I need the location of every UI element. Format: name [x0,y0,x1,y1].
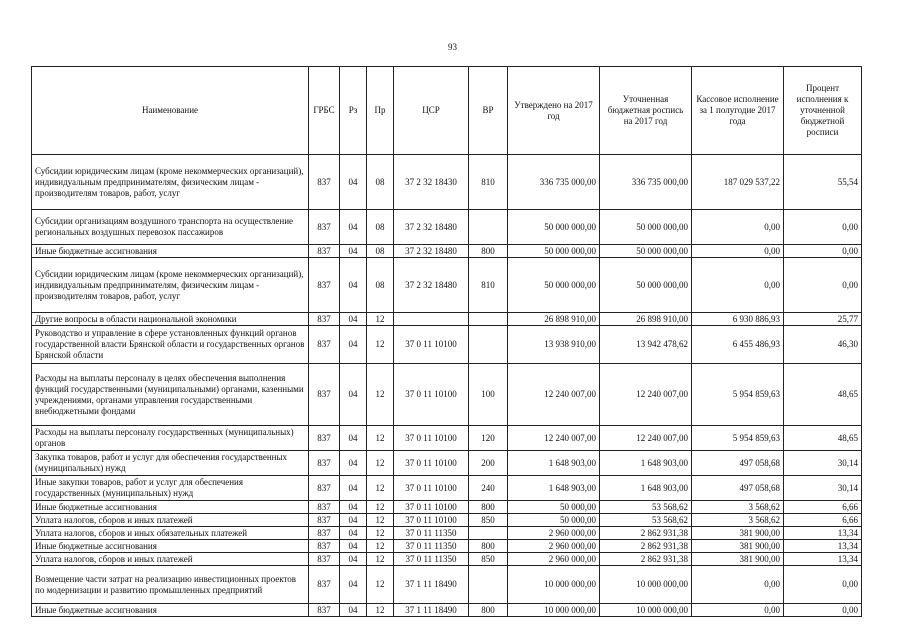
cell-refined: 1 648 903,00 [600,476,692,501]
cell-csr: 37 0 11 10100 [394,426,469,451]
cell-cash: 381 900,00 [692,540,784,553]
cell-refined: 53 568,62 [600,501,692,514]
cell-grbs: 837 [309,514,340,527]
cell-pr: 08 [367,245,394,258]
cell-cash: 187 029 537,22 [692,155,784,210]
cell-grbs: 837 [309,210,340,245]
cell-cash: 0,00 [692,566,784,604]
cell-approved: 12 240 007,00 [508,364,600,426]
cell-rz: 04 [340,566,367,604]
table-row [32,604,862,617]
cell-refined: 2 862 931,38 [600,527,692,540]
cell-name: Другие вопросы в области национальной экономики [32,313,309,326]
cell-csr: 37 0 11 11350 [394,540,469,553]
cell-vr: 200 [469,451,508,476]
cell-approved: 50 000,00 [508,514,600,527]
page-number: 93 [448,42,457,52]
table-row [32,155,862,210]
cell-csr [394,313,469,326]
cell-csr: 37 0 11 10100 [394,364,469,426]
cell-pr: 08 [367,258,394,313]
cell-grbs: 837 [309,326,340,364]
cell-csr: 37 2 32 18480 [394,245,469,258]
cell-percent: 30,14 [784,451,862,476]
cell-approved: 12 240 007,00 [508,426,600,451]
cell-refined: 53 568,62 [600,514,692,527]
cell-name: Субсидии юридическим лицам (кроме некоммерческих организаций), индивидуальным предпринимателям, физическим лицам - производителям товаров, работ, услуг [32,155,309,210]
cell-refined: 10 000 000,00 [600,604,692,617]
cell-pr: 12 [367,514,394,527]
cell-pr: 12 [367,313,394,326]
cell-percent: 30,14 [784,476,862,501]
cell-approved: 10 000 000,00 [508,604,600,617]
cell-refined: 26 898 910,00 [600,313,692,326]
cell-vr: 800 [469,604,508,617]
cell-pr: 12 [367,364,394,426]
cell-name: Уплата налогов, сборов и иных платежей [32,553,309,566]
cell-percent: 55,54 [784,155,862,210]
cell-name: Возмещение части затрат на реализацию инвестиционных проектов по модернизации и развитию промышленных предприятий [32,566,309,604]
cell-rz: 04 [340,258,367,313]
cell-cash: 5 954 859,63 [692,364,784,426]
cell-rz: 04 [340,540,367,553]
cell-vr [469,527,508,540]
table-row [32,527,862,540]
cell-grbs: 837 [309,258,340,313]
cell-approved: 50 000 000,00 [508,245,600,258]
cell-approved: 336 735 000,00 [508,155,600,210]
cell-grbs: 837 [309,476,340,501]
cell-csr: 37 0 11 10100 [394,326,469,364]
cell-name: Руководство и управление в сфере установленных функций органов государственной власти Брянской области и государственных органов Брянской области [32,326,309,364]
budget-execution-table [31,66,862,617]
cell-pr: 12 [367,604,394,617]
cell-refined: 13 942 478,62 [600,326,692,364]
cell-vr: 850 [469,514,508,527]
cell-vr [469,566,508,604]
header-csr: ЦСР [394,67,469,155]
cell-pr: 12 [367,451,394,476]
cell-cash: 6 930 886,93 [692,313,784,326]
cell-cash: 3 568,62 [692,501,784,514]
cell-vr: 850 [469,553,508,566]
cell-refined: 50 000 000,00 [600,258,692,313]
cell-cash: 497 058,68 [692,451,784,476]
cell-vr: 800 [469,245,508,258]
cell-pr: 08 [367,210,394,245]
cell-percent: 0,00 [784,245,862,258]
cell-vr: 800 [469,501,508,514]
cell-cash: 6 455 486,93 [692,326,784,364]
table-row [32,210,862,245]
cell-approved: 1 648 903,00 [508,476,600,501]
header-rz: Рз [340,67,367,155]
cell-cash: 0,00 [692,245,784,258]
header-grbs: ГРБС [309,67,340,155]
cell-percent: 48,65 [784,426,862,451]
cell-grbs: 837 [309,540,340,553]
cell-name: Расходы на выплаты персоналу в целях обеспечения выполнения функций государственными (муниципальными) органами, казенными учреждениями, органами управления государственными внебюджетными фондами [32,364,309,426]
cell-grbs: 837 [309,604,340,617]
table-body [32,155,862,617]
cell-cash: 5 954 859,63 [692,426,784,451]
cell-pr: 12 [367,553,394,566]
cell-name: Иные закупки товаров, работ и услуг для обеспечения государственных (муниципальных) нужд [32,476,309,501]
table-row [32,326,862,364]
cell-approved: 10 000 000,00 [508,566,600,604]
cell-name: Иные бюджетные ассигнования [32,501,309,514]
cell-csr: 37 0 11 11350 [394,527,469,540]
table-row [32,364,862,426]
cell-percent: 13,34 [784,527,862,540]
cell-refined: 12 240 007,00 [600,426,692,451]
cell-rz: 04 [340,514,367,527]
table-row [32,476,862,501]
cell-cash: 3 568,62 [692,514,784,527]
cell-vr [469,313,508,326]
cell-rz: 04 [340,604,367,617]
cell-rz: 04 [340,313,367,326]
table-row [32,553,862,566]
cell-approved: 13 938 910,00 [508,326,600,364]
cell-percent: 0,00 [784,210,862,245]
cell-grbs: 837 [309,527,340,540]
cell-cash: 0,00 [692,210,784,245]
table-row [32,501,862,514]
cell-grbs: 837 [309,553,340,566]
header-vr: ВР [469,67,508,155]
cell-refined: 1 648 903,00 [600,451,692,476]
cell-percent: 0,00 [784,258,862,313]
cell-pr: 12 [367,566,394,604]
cell-pr: 12 [367,540,394,553]
cell-csr: 37 1 11 18490 [394,566,469,604]
cell-csr: 37 2 32 18430 [394,155,469,210]
cell-grbs: 837 [309,245,340,258]
cell-refined: 10 000 000,00 [600,566,692,604]
cell-rz: 04 [340,326,367,364]
cell-cash: 0,00 [692,258,784,313]
cell-csr: 37 1 11 18490 [394,604,469,617]
cell-pr: 08 [367,155,394,210]
cell-csr: 37 2 32 18480 [394,258,469,313]
cell-vr: 100 [469,364,508,426]
cell-pr: 12 [367,501,394,514]
cell-cash: 381 900,00 [692,527,784,540]
header-percent: Процент исполнения к уточненной бюджетной росписи [784,67,862,155]
cell-vr: 240 [469,476,508,501]
cell-name: Иные бюджетные ассигнования [32,245,309,258]
cell-grbs: 837 [309,155,340,210]
cell-percent: 6,66 [784,501,862,514]
cell-name: Иные бюджетные ассигнования [32,540,309,553]
cell-csr: 37 2 32 18480 [394,210,469,245]
cell-name: Уплата налогов, сборов и иных платежей [32,514,309,527]
cell-vr: 120 [469,426,508,451]
cell-rz: 04 [340,155,367,210]
cell-vr [469,210,508,245]
cell-rz: 04 [340,476,367,501]
cell-approved: 2 960 000,00 [508,540,600,553]
cell-percent: 25,77 [784,313,862,326]
header-name: Наименование [32,67,309,155]
cell-refined: 12 240 007,00 [600,364,692,426]
header-refined: Уточненная бюджетная роспись на 2017 год [600,67,692,155]
cell-rz: 04 [340,364,367,426]
header-approved: Утверждено на 2017 год [508,67,600,155]
table-row [32,313,862,326]
cell-approved: 50 000 000,00 [508,258,600,313]
table-row [32,451,862,476]
table-row [32,426,862,451]
cell-refined: 2 862 931,38 [600,540,692,553]
cell-grbs: 837 [309,426,340,451]
cell-refined: 50 000 000,00 [600,245,692,258]
cell-grbs: 837 [309,313,340,326]
cell-pr: 12 [367,326,394,364]
cell-csr: 37 0 11 10100 [394,514,469,527]
table-row [32,245,862,258]
cell-rz: 04 [340,553,367,566]
cell-csr: 37 0 11 10100 [394,451,469,476]
cell-cash: 497 058,68 [692,476,784,501]
cell-name: Субсидии организациям воздушного транспорта на осуществление региональных воздушных перевозок пассажиров [32,210,309,245]
cell-percent: 0,00 [784,566,862,604]
cell-refined: 2 862 931,38 [600,553,692,566]
cell-name: Субсидии юридическим лицам (кроме некоммерческих организаций), индивидуальным предпринимателям, физическим лицам - производителям товаров, работ, услуг [32,258,309,313]
cell-cash: 381 900,00 [692,553,784,566]
cell-approved: 50 000 000,00 [508,210,600,245]
cell-percent: 0,00 [784,604,862,617]
cell-approved: 50 000,00 [508,501,600,514]
cell-grbs: 837 [309,501,340,514]
table-row [32,258,862,313]
header-pr: Пр [367,67,394,155]
cell-name: Закупка товаров, работ и услуг для обеспечения государственных (муниципальных) нужд [32,451,309,476]
cell-rz: 04 [340,210,367,245]
cell-vr: 800 [469,540,508,553]
cell-name: Расходы на выплаты персоналу государственных (муниципальных) органов [32,426,309,451]
cell-approved: 1 648 903,00 [508,451,600,476]
table-row [32,566,862,604]
cell-vr [469,326,508,364]
cell-grbs: 837 [309,364,340,426]
cell-percent: 46,30 [784,326,862,364]
cell-csr: 37 0 11 10100 [394,476,469,501]
cell-grbs: 837 [309,566,340,604]
cell-percent: 6,66 [784,514,862,527]
table-row [32,540,862,553]
cell-refined: 336 735 000,00 [600,155,692,210]
cell-percent: 48,65 [784,364,862,426]
cell-name: Уплата налогов, сборов и иных обязательных платежей [32,527,309,540]
cell-percent: 13,34 [784,553,862,566]
cell-csr: 37 0 11 10100 [394,501,469,514]
table-row [32,514,862,527]
cell-vr: 810 [469,258,508,313]
cell-pr: 12 [367,527,394,540]
cell-refined: 50 000 000,00 [600,210,692,245]
cell-vr: 810 [469,155,508,210]
cell-rz: 04 [340,426,367,451]
cell-approved: 2 960 000,00 [508,553,600,566]
cell-grbs: 837 [309,451,340,476]
cell-csr: 37 0 11 11350 [394,553,469,566]
cell-approved: 26 898 910,00 [508,313,600,326]
cell-cash: 0,00 [692,604,784,617]
cell-pr: 12 [367,476,394,501]
header-cash: Кассовое исполнение за 1 полугодие 2017 года [692,67,784,155]
cell-rz: 04 [340,245,367,258]
cell-name: Иные бюджетные ассигнования [32,604,309,617]
cell-rz: 04 [340,501,367,514]
cell-rz: 04 [340,451,367,476]
cell-rz: 04 [340,527,367,540]
table-header-row [32,67,862,155]
cell-pr: 12 [367,426,394,451]
cell-approved: 2 960 000,00 [508,527,600,540]
cell-percent: 13,34 [784,540,862,553]
